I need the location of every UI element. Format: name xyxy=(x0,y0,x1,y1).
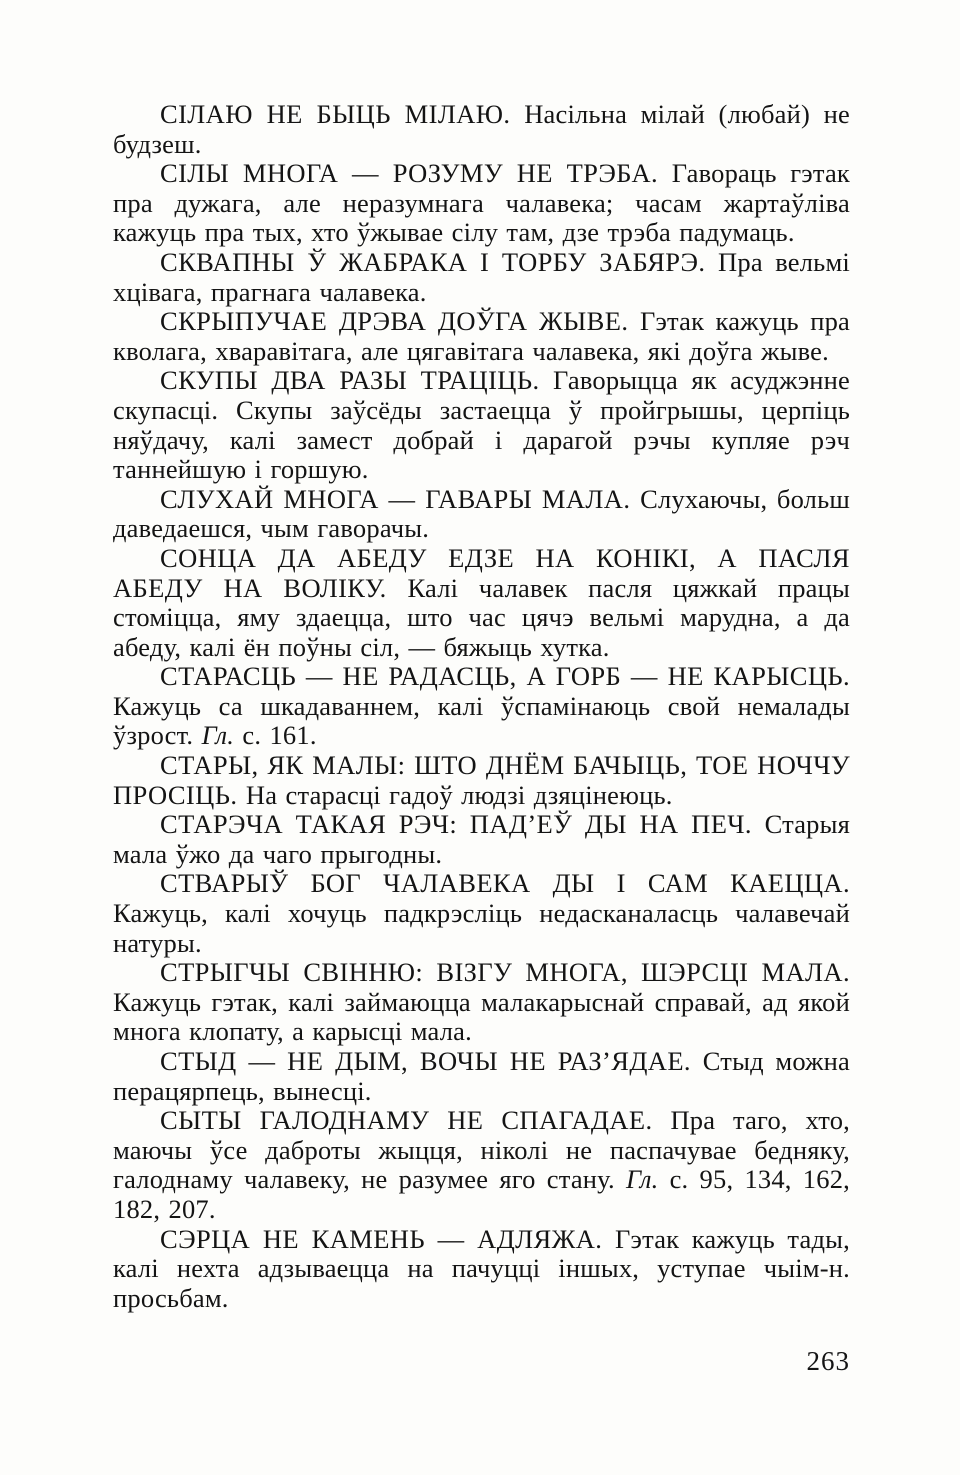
definition-text: Кажуць, калі хочуць падкрэсліць недасканаласць чалавечай натуры. xyxy=(113,898,850,958)
proverb-entry xyxy=(113,307,850,366)
proverb-headword: СЛУХАЙ МНОГА — ГАВАРЫ МАЛА. xyxy=(160,483,641,514)
proverb-headword: СЫТЫ ГАЛОДНАМУ НЕ СПАГАДАЕ. xyxy=(160,1105,671,1136)
definition-text: Кажуць са шкадаваннем, калі ўспамінаюць свой немалады ўзрост. xyxy=(113,690,850,751)
definition-text: Гэтак кажуць пра кволага, хваравітага, але цягавітага чалавека, які доўга жыве. xyxy=(113,306,850,366)
proverb-headword: СКВАПНЫ Ў ЖАБРАКА І ТОРБУ ЗАБЯРЭ. xyxy=(160,246,719,277)
proverb-entry xyxy=(113,1106,850,1224)
proverb-headword: СКРЫПУЧАЕ ДРЭВА ДОЎГА ЖЫВЕ. xyxy=(160,306,640,337)
definition-text: Старыя мала ўжо да чаго прыгодны. xyxy=(113,809,850,869)
proverb-headword: СЭРЦА НЕ КАМЕНЬ — АДЛЯЖА. xyxy=(160,1223,615,1254)
proverb-entry xyxy=(113,1225,850,1314)
proverb-entry xyxy=(113,248,850,307)
cross-reference: Гл. xyxy=(201,720,235,751)
proverb-headword: СОНЦА ДА АБЕДУ ЕДЗЕ НА КОНІКІ, А ПАСЛЯ АБЕДУ НА ВОЛІКУ. xyxy=(113,542,850,603)
entries-container xyxy=(113,100,850,1313)
definition-text: Гаворыцца як асуджэнне скупасці. Скупы заўсёды застаецца ў пройгрышы, церпіць няўдачу, калі замест добрай і дарагой рэчы купляе рэч таннейшую і горшую. xyxy=(113,365,850,485)
definition-text: Кажуць гэтак, калі займаюцца малакарыснай справай, ад якой многа клопату, а карысці мала. xyxy=(113,986,850,1047)
proverb-entry xyxy=(113,366,850,484)
definition-text: Стыд можна перацярпець, вынесці. xyxy=(113,1046,851,1106)
proverb-entry xyxy=(113,662,850,751)
definition-text: с. 95, 134, 162, 182, 207. xyxy=(113,1164,850,1224)
definition-text: Пра таго, хто, маючы ўсе даброты жыцця, ніколі не паспачувае бедняку, галоднаму чалавеку, не разумее яго стану. xyxy=(113,1105,850,1195)
proverb-entry xyxy=(113,544,850,662)
proverb-entry xyxy=(113,751,850,810)
cross-reference: Гл. xyxy=(625,1164,659,1195)
proverb-entry xyxy=(113,1047,850,1106)
proverb-headword: СТЫД — НЕ ДЫМ, ВОЧЫ НЕ РАЗ’ЯДАЕ. xyxy=(160,1046,703,1076)
proverb-headword: СІЛАЮ НЕ БЫЦЬ МІЛАЮ. xyxy=(160,99,525,129)
proverb-entry xyxy=(113,810,850,869)
proverb-entry xyxy=(113,100,850,159)
definition-text: На старасці гадоў людзі дзяцінеюць. xyxy=(245,779,673,810)
proverb-entry xyxy=(113,485,850,544)
proverb-headword: СКУПЫ ДВА РАЗЫ ТРАЦІЦЬ. xyxy=(160,365,554,396)
proverb-headword: СТРЫГЧЫ СВІННЮ: ВІЗГУ МНОГА, ШЭРСЦІ МАЛА. xyxy=(160,957,850,988)
definition-text: Гавораць гэтак пра дужага, але неразумнага чалавека; часам жартаўліва кажуць пра тых, хто ўжывае сілу там, дзе трэба падумаць. xyxy=(113,158,850,248)
definition-text: Калі чалавек пасля цяжкай працы стоміцца, яму здаецца, што час цячэ вельмі марудна, а да абеду, калі ён поўны сіл, — бяжыць хутка. xyxy=(113,572,850,662)
proverb-headword: СТАРАСЦЬ — НЕ РАДАСЦЬ, А ГОРБ — НЕ КАРЫСЦЬ. xyxy=(160,661,850,692)
definition-text: с. 161. xyxy=(234,720,317,751)
definition-text: Слухаючы, больш даведаешся, чым гаворачы. xyxy=(113,483,850,544)
proverb-headword: СІЛЫ МНОГА — РОЗУМУ НЕ ТРЭБА. xyxy=(160,158,672,189)
proverb-entry xyxy=(113,958,850,1047)
page-number: 263 xyxy=(806,1346,850,1377)
definition-text: Гэтак кажуць тады, калі нехта адзываецца на пачуцці іншых, уступае чыім-н. просьбам. xyxy=(113,1223,850,1313)
proverb-entry xyxy=(113,869,850,958)
proverb-headword: СТАРЫ, ЯК МАЛЫ: ШТО ДНЁМ БАЧЫЦЬ, ТОЕ НОЧЧУ ПРОСІЦЬ. xyxy=(113,750,850,810)
proverb-entry xyxy=(113,159,850,248)
definition-text: Пра вельмі хцівага, прагнага чалавека. xyxy=(113,246,850,307)
definition-text: Насільна мілай (любай) не будзеш. xyxy=(113,99,850,159)
proverb-headword: СТВАРЫЎ БОГ ЧАЛАВЕКА ДЫ І САМ КАЕЦЦА. xyxy=(160,868,850,899)
proverb-headword: СТАРЭЧА ТАКАЯ РЭЧ: ПАД’ЕЎ ДЫ НА ПЕЧ. xyxy=(160,809,765,840)
